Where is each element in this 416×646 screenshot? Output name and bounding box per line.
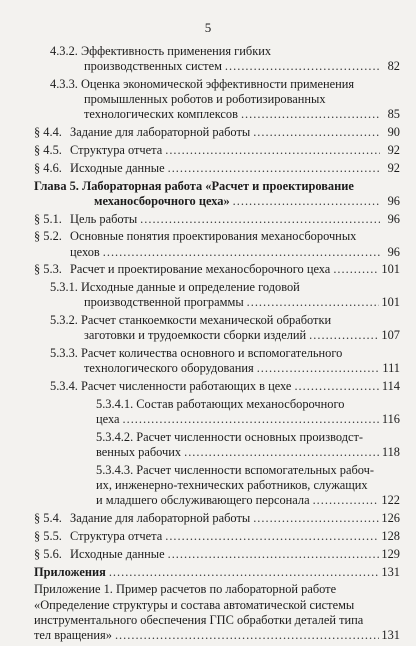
- chapter-title: Глава 5. Лабораторная работа «Расчет и проектирование: [34, 178, 354, 193]
- toc-appendix-1: [34, 582, 400, 643]
- page-ref: 111: [382, 361, 400, 376]
- toc-entry-5-1: [34, 212, 400, 227]
- page-ref: 107: [381, 328, 400, 343]
- page-ref: 101: [381, 295, 400, 310]
- page-ref: 92: [387, 160, 400, 175]
- toc-entry-text: Цель работы: [70, 211, 138, 226]
- page-ref: 92: [387, 143, 400, 157]
- toc-entry-5-3-2: [34, 313, 400, 343]
- dot-leader: [168, 161, 380, 176]
- toc-entry-text: производственных систем: [84, 59, 222, 74]
- toc-entry-text: 5.3.4. Расчет численности работающих в цехе: [50, 379, 292, 394]
- toc-entry-5-3-3: [34, 346, 400, 376]
- page-ref: 114: [381, 379, 400, 394]
- toc-entry-text: Исходные данные: [70, 546, 165, 561]
- dot-leader: [309, 328, 379, 343]
- page-ref: 131: [381, 627, 400, 642]
- toc-entry-text: технологических комплексов: [84, 107, 238, 122]
- dot-leader: [333, 262, 379, 277]
- dot-leader: [253, 125, 380, 140]
- section-number: § 5.5.: [34, 528, 62, 543]
- toc-entry-4-6: [34, 161, 400, 176]
- section-number: § 4.4.: [34, 125, 62, 140]
- toc-entry-text: 5.3.4.1. Состав работающих механосборочного: [96, 396, 345, 411]
- toc-entry-5-3-1: [34, 280, 400, 310]
- dot-leader: [165, 529, 379, 544]
- dot-leader: [257, 361, 380, 376]
- toc-entry-text: инструментального обеспечения ГПС обработки деталей типа: [34, 612, 364, 627]
- toc-entry-5-2: [34, 229, 400, 259]
- toc-appendices: [34, 565, 400, 580]
- chapter-title: механосборочного цеха»: [94, 193, 230, 208]
- toc-chapter-5: [34, 179, 400, 209]
- dot-leader: [294, 379, 379, 394]
- toc-entry-text: Структура отчета: [70, 528, 163, 543]
- page-ref: 126: [381, 511, 400, 526]
- dot-leader: [253, 511, 379, 526]
- dot-leader: [225, 59, 380, 74]
- section-number: § 5.3.: [34, 262, 62, 277]
- toc-entry-text: 5.3.2. Расчет станкоемкости механической обработки: [50, 313, 332, 328]
- section-number: § 4.5.: [34, 143, 62, 157]
- toc-entry-text: 4.3.3. Оценка экономической эффективности применения: [50, 77, 355, 91]
- page-ref: 118: [381, 445, 400, 460]
- dot-leader: [123, 412, 380, 427]
- page-ref: 85: [387, 107, 400, 122]
- section-number: § 5.4.: [34, 511, 62, 526]
- toc-entry-4-5: [34, 143, 400, 158]
- toc-entry-5-3-4-3: [34, 463, 400, 509]
- toc-entry-4-4: [34, 125, 400, 140]
- toc-entry-5-4: [34, 511, 400, 526]
- toc-entry-5-3: [34, 262, 400, 277]
- toc-entry-text: Задание для лабораторной работы: [70, 511, 251, 526]
- toc-entry-text: Задание для лабораторной работы: [70, 125, 251, 140]
- dot-leader: [109, 565, 380, 580]
- toc-entry-text: их, инженерно-технических работников, служащих: [96, 478, 368, 493]
- toc-entry-text: цехов: [70, 244, 100, 259]
- toc-entry-text: венных рабочих: [96, 445, 182, 460]
- toc-entry-text: 5.3.4.2. Расчет численности основных производст-: [96, 429, 364, 444]
- toc-entry-text: производственной программы: [84, 295, 244, 310]
- dot-leader: [233, 194, 380, 209]
- page-ref: 128: [381, 528, 400, 543]
- dot-leader: [247, 295, 380, 310]
- page-ref: 116: [381, 412, 400, 427]
- dot-leader: [168, 547, 380, 562]
- section-number: § 4.6.: [34, 160, 62, 175]
- dot-leader: [140, 212, 380, 227]
- dot-leader: [313, 493, 380, 508]
- toc-entry-text: технологического оборудования: [84, 361, 254, 376]
- section-number: § 5.1.: [34, 211, 62, 226]
- page-ref: 82: [387, 59, 400, 74]
- toc-entry-text: Расчет и проектирование механосборочного цеха: [70, 262, 331, 277]
- page-ref: 129: [381, 546, 400, 561]
- page-ref: 96: [387, 193, 400, 208]
- toc-entry-text: 5.3.3. Расчет количества основного и вспомогательного: [50, 346, 343, 361]
- toc-entry-text: тел вращения»: [34, 627, 112, 642]
- page-ref: 96: [387, 244, 400, 259]
- toc-entry-5-5: [34, 529, 400, 544]
- toc-entry-text: Приложение 1. Пример расчетов по лабораторной работе: [34, 582, 337, 597]
- page-number: 5: [204, 20, 212, 35]
- page-ref: 101: [381, 262, 400, 277]
- section-number: § 5.2.: [34, 229, 62, 244]
- toc-entry-text: Структура отчета: [70, 143, 163, 157]
- dot-leader: [241, 107, 380, 122]
- section-number: § 5.6.: [34, 546, 62, 561]
- toc-entry-5-3-4-2: [34, 430, 400, 460]
- page-ref: 122: [381, 493, 400, 508]
- toc-entry-text: Исходные данные: [70, 160, 165, 175]
- toc-entry-text: заготовки и трудоемкости сборки изделий: [84, 328, 307, 343]
- table-of-contents: [34, 44, 400, 646]
- dot-leader: [184, 445, 380, 460]
- toc-entry-text: «Определение структуры и состава автоматической системы: [34, 597, 355, 612]
- toc-entry-4-3-2: [34, 44, 400, 74]
- page-ref: 96: [387, 211, 400, 226]
- toc-entry-5-3-4: [34, 379, 400, 394]
- toc-entry-4-3-3: [34, 77, 400, 123]
- dot-leader: [103, 245, 380, 260]
- page-ref: 90: [387, 125, 400, 140]
- toc-entry-text: цеха: [96, 412, 120, 427]
- toc-entry-5-6: [34, 547, 400, 562]
- dot-leader: [165, 143, 380, 158]
- toc-entry-text: и младшего обслуживающего персонала: [96, 493, 310, 508]
- toc-entry-text: 5.3.4.3. Расчет численности вспомогательных рабоч-: [96, 462, 375, 477]
- toc-entry-text: Основные понятия проектирования механосборочных: [70, 229, 357, 244]
- toc-entry-text: 5.3.1. Исходные данные и определение годовой: [50, 280, 300, 295]
- toc-entry-text: 4.3.2. Эффективность применения гибких: [50, 44, 272, 58]
- page-ref: 131: [381, 564, 400, 579]
- appendices-heading: Приложения: [34, 564, 106, 579]
- toc-entry-text: промышленных роботов и роботизированных: [84, 92, 326, 107]
- toc-entry-5-3-4-1: [34, 397, 400, 427]
